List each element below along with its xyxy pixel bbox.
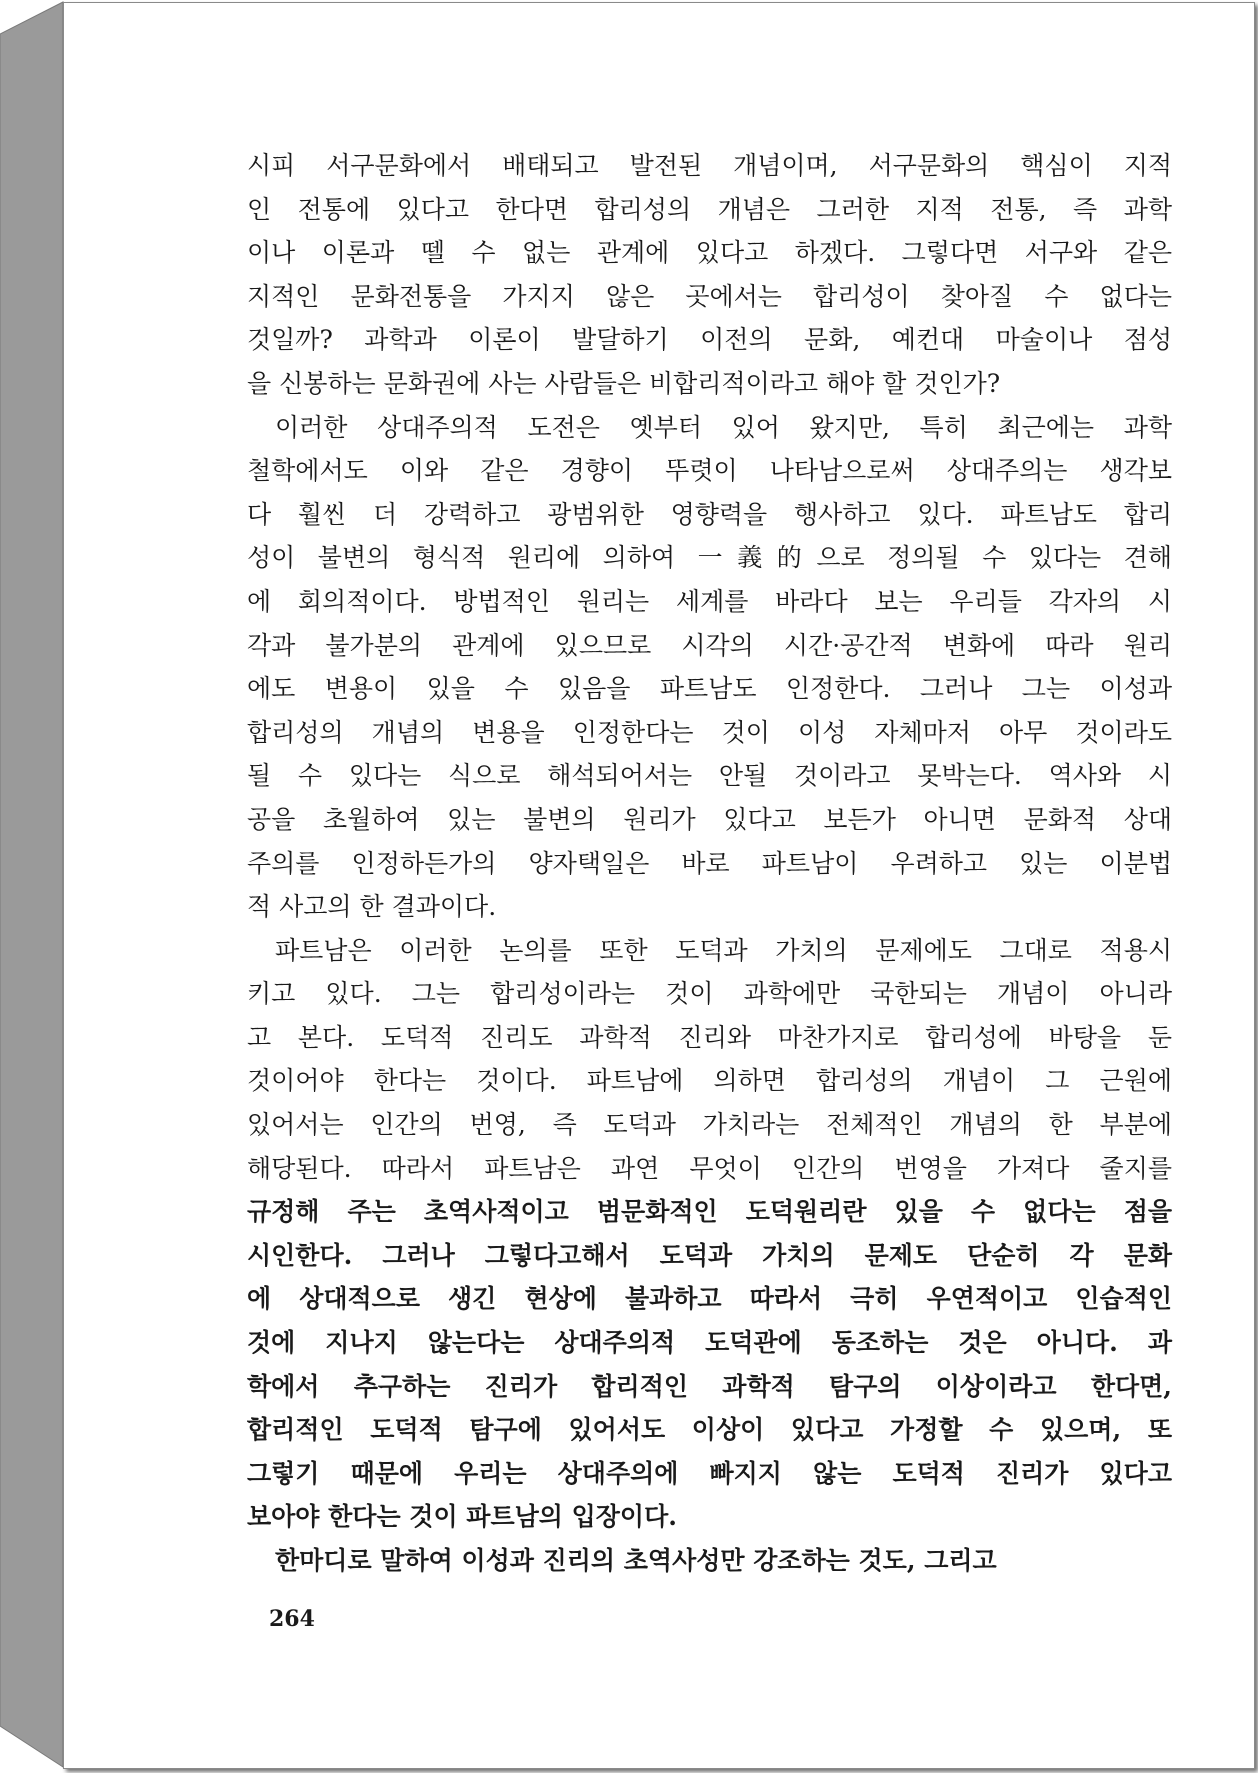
- book-page: [63, 2, 1255, 1769]
- text-line: 것일까? 과학과 이론이 발달하기 이전의 문화, 예컨대 마술이나 점성: [247, 325, 1172, 355]
- text-line: 지적인 문화전통을 가지지 않은 곳에서는 합리성이 찾아질 수 없다는: [247, 281, 1172, 311]
- text-line: 키고 있다. 그는 합리성이라는 것이 과학에만 국한되는 개념이 아니라: [247, 979, 1172, 1009]
- text-line: 이러한 상대주의적 도전은 옛부터 있어 왔지만, 특히 최근에는 과학: [275, 412, 1172, 442]
- text-line: 시인한다. 그러나 그렇다고해서 도덕과 가치의 문제도 단순히 각 문화: [247, 1240, 1172, 1270]
- text-line: 을 신봉하는 문화권에 사는 사람들은 비합리적이라고 해야 할 것인가?: [247, 368, 1001, 398]
- text-line: 에도 변용이 있을 수 있음을 파트남도 인정한다. 그러나 그는 이성과: [247, 674, 1172, 704]
- text-line: 이나 이론과 뗄 수 없는 관계에 있다고 하겠다. 그렇다면 서구와 같은: [247, 238, 1172, 268]
- text-line: 성이 불변의 형식적 원리에 의하여 一義的으로 정의될 수 있다는 견해: [247, 543, 1172, 573]
- text-line: 보아야 한다는 것이 파트남의 입장이다.: [247, 1502, 677, 1532]
- text-line: 것에 지나지 않는다는 상대주의적 도덕관에 동조하는 것은 아니다. 과: [247, 1328, 1172, 1358]
- text-line: 있어서는 인간의 번영, 즉 도덕과 가치라는 전체적인 개념의 한 부분에: [247, 1110, 1172, 1140]
- text-line: 그렇기 때문에 우리는 상대주의에 빠지지 않는 도덕적 진리가 있다고: [247, 1458, 1172, 1488]
- text-line: 공을 초월하여 있는 불변의 원리가 있다고 보든가 아니면 문화적 상대: [247, 804, 1172, 834]
- text-line: 각과 불가분의 관계에 있으므로 시각의 시간·공간적 변화에 따라 원리: [247, 630, 1172, 660]
- page-number: 264: [269, 1606, 315, 1632]
- text-line: 것이어야 한다는 것이다. 파트남에 의하면 합리성의 개념이 그 근원에: [247, 1066, 1172, 1096]
- text-line: 해당된다. 따라서 파트남은 과연 무엇이 인간의 번영을 가져다 줄지를: [247, 1153, 1172, 1183]
- text-line: 주의를 인정하든가의 양자택일은 바로 파트남이 우려하고 있는 이분법: [247, 848, 1172, 878]
- text-line: 합리성의 개념의 변용을 인정한다는 것이 이성 자체마저 아무 것이라도: [247, 717, 1172, 747]
- text-line: 적 사고의 한 결과이다.: [247, 892, 497, 922]
- body-text: [247, 144, 1172, 1583]
- text-line: 학에서 추구하는 진리가 합리적인 과학적 탐구의 이상이라고 한다면,: [247, 1371, 1172, 1401]
- text-line: 인 전통에 있다고 한다면 합리성의 개념은 그러한 지적 전통, 즉 과학: [247, 194, 1172, 224]
- text-line: 철학에서도 이와 같은 경향이 뚜렷이 나타남으로써 상대주의는 생각보: [247, 456, 1172, 486]
- text-line: 다 훨씬 더 강력하고 광범위한 영향력을 행사하고 있다. 파트남도 합리: [247, 499, 1172, 529]
- text-line: 에 상대적으로 생긴 현상에 불과하고 따라서 극히 우연적이고 인습적인: [247, 1284, 1172, 1314]
- text-line: 파트남은 이러한 논의를 또한 도덕과 가치의 문제에도 그대로 적용시: [275, 935, 1172, 965]
- text-line: 고 본다. 도덕적 진리도 과학적 진리와 마찬가지로 합리성에 바탕을 둔: [247, 1022, 1172, 1052]
- text-line: 합리적인 도덕적 탐구에 있어서도 이상이 있다고 가정할 수 있으며, 또: [247, 1415, 1172, 1445]
- text-line: 한마디로 말하여 이성과 진리의 초역사성만 강조하는 것도, 그리고: [275, 1546, 997, 1575]
- text-line: 에 회의적이다. 방법적인 원리는 세계를 바라다 보는 우리들 각자의 시: [247, 586, 1172, 616]
- text-line: 될 수 있다는 식으로 해석되어서는 안될 것이라고 못박는다. 역사와 시: [247, 761, 1172, 791]
- text-line: 규정해 주는 초역사적이고 범문화적인 도덕원리란 있을 수 없다는 점을: [247, 1197, 1172, 1227]
- text-line: 시피 서구문화에서 배태되고 발전된 개념이며, 서구문화의 핵심이 지적: [247, 151, 1172, 180]
